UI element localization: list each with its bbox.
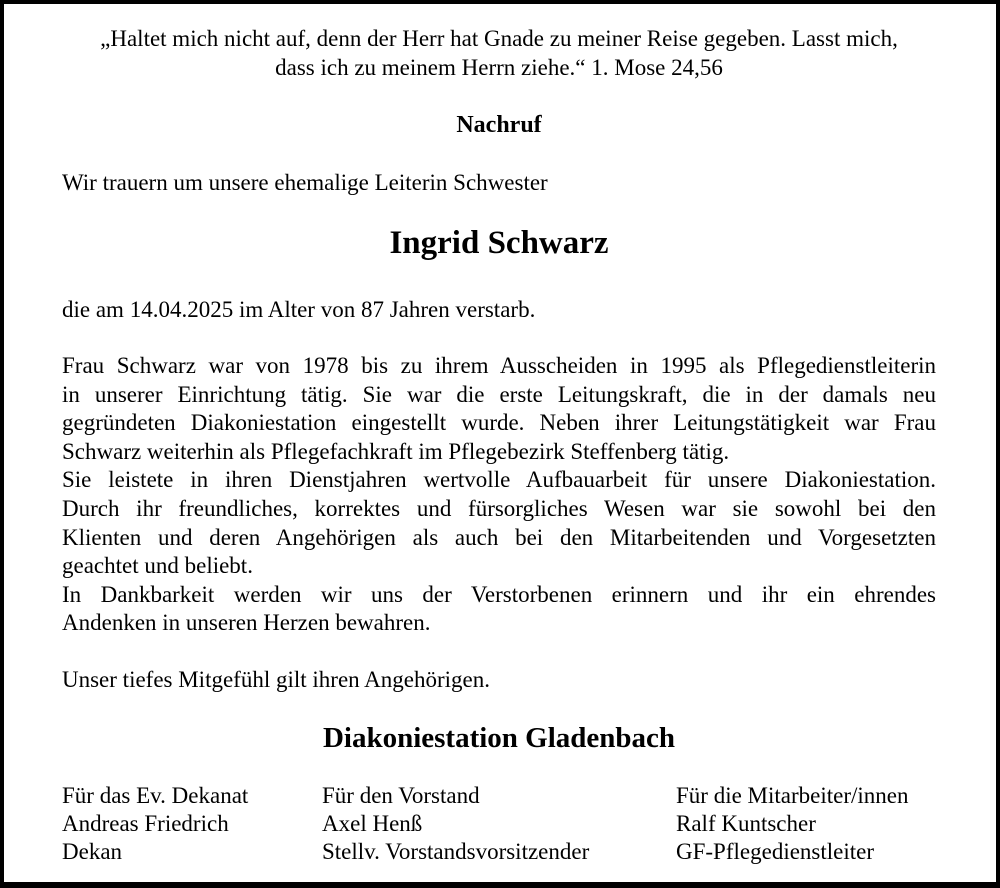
body-line: Frau Schwarz war von 1978 bis zu ihrem Ausscheiden in 1995 als Pflegedienstleiterin bbox=[62, 353, 936, 378]
organization-name: Diakoniestation Gladenbach bbox=[322, 721, 676, 754]
signature-column-mitarbeiter bbox=[676, 782, 936, 866]
signatory-name: Axel Henß bbox=[322, 810, 423, 836]
body-line: Durch ihr freundliches, korrektes und fürsorgliches Wesen war sie sowohl bei den bbox=[62, 495, 936, 521]
signature-column-vorstand bbox=[322, 782, 676, 866]
body-line: Klienten und deren Angehörigen als auch bei den Mitarbeitenden und Vorgesetzten bbox=[62, 524, 936, 550]
obituary-page bbox=[4, 4, 996, 882]
signatory-name: Ralf Kuntscher bbox=[676, 810, 816, 836]
body-line: In Dankbarkeit werden wir uns der Verstorbenen erinnern und ihr ein ehrendes bbox=[62, 581, 936, 607]
signatory-role: GF-Pflegedienstleiter bbox=[676, 838, 875, 864]
signatory-role: Stellv. Vorstandsvorsitzender bbox=[322, 838, 590, 864]
signature-for: Für die Mitarbeiter/innen bbox=[676, 782, 909, 808]
body-line: Schwarz weiterhin als Pflegefachkraft im Pflegebezirk Steffenberg tätig. bbox=[62, 438, 730, 464]
signature-column-dekanat bbox=[62, 782, 322, 866]
body-line: gegründeten Diakoniestation eingestellt wurde. Neben ihrer Leitungstätigkeit war Frau bbox=[62, 410, 936, 436]
signatory-name: Andreas Friedrich bbox=[62, 810, 229, 836]
body-line: geachtet und beliebt. bbox=[62, 553, 253, 579]
death-date-line: die am 14.04.2025 im Alter von 87 Jahren verstarb. bbox=[62, 297, 536, 322]
signature-for: Für den Vorstand bbox=[322, 782, 480, 808]
obituary-body bbox=[62, 352, 936, 638]
signature-columns bbox=[62, 782, 936, 866]
body-line: Sie leistete in ihren Dienstjahren wertvolle Aufbauarbeit für unsere Diakoniestation. bbox=[62, 467, 936, 493]
body-line: Andenken in unseren Herzen bewahren. bbox=[62, 610, 431, 636]
condolence-line: Unser tiefes Mitgefühl gilt ihren Angehörigen. bbox=[62, 666, 490, 692]
intro-line: Wir trauern um unsere ehemalige Leiterin Schwester bbox=[62, 170, 548, 195]
bible-quote bbox=[62, 24, 936, 82]
deceased-name: Ingrid Schwarz bbox=[389, 225, 609, 261]
body-line: in unserer Einrichtung tätig. Sie war die erste Leitungskraft, die in der damals neu bbox=[62, 381, 936, 407]
bible-quote-line: „Haltet mich nicht auf, denn der Herr hat Gnade zu meiner Reise gegeben. Lasst mich, bbox=[100, 26, 898, 51]
signatory-role: Dekan bbox=[62, 838, 123, 864]
bible-quote-line: dass ich zu meinem Herrn ziehe.“ 1. Mose 24,56 bbox=[275, 55, 723, 80]
nachruf-heading: Nachruf bbox=[456, 112, 542, 138]
signature-for: Für das Ev. Dekanat bbox=[62, 782, 249, 808]
